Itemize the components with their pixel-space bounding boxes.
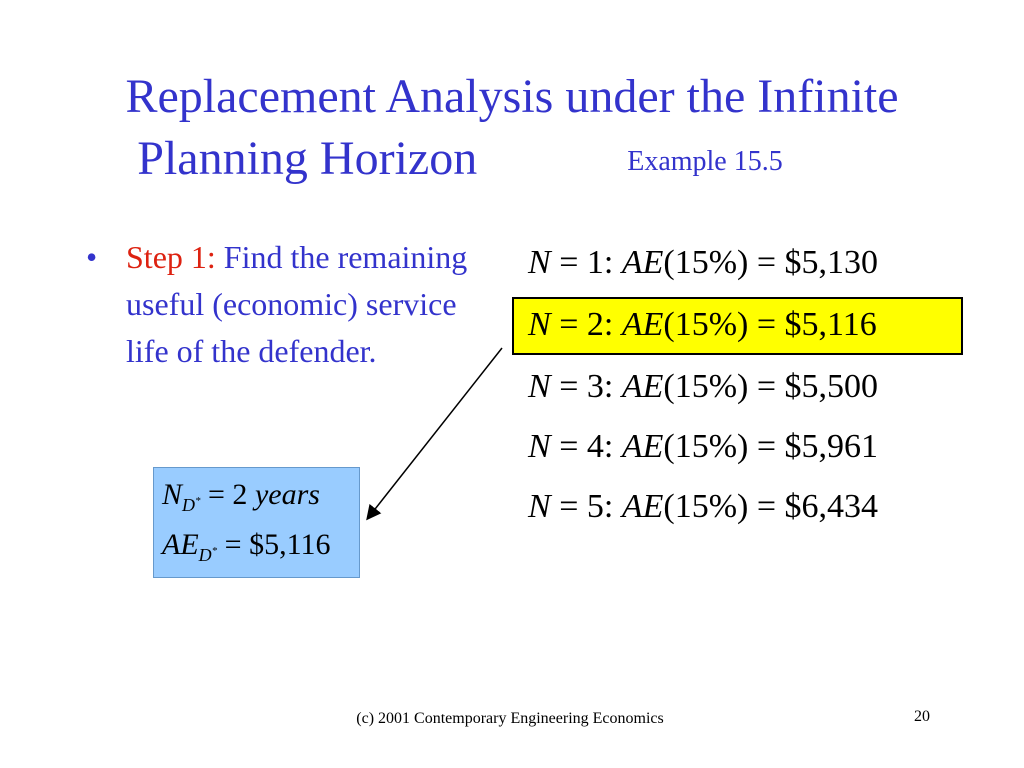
n-symbol: N — [162, 478, 183, 511]
ae-symbol: AE — [162, 528, 199, 561]
footer-text: (c) 2001 Contemporary Engineering Economics — [356, 710, 664, 727]
n-value: = 2 — [208, 478, 248, 511]
n-unit: years — [254, 478, 320, 511]
step-colon: : — [206, 239, 216, 275]
step-label: Step 1 — [126, 239, 207, 275]
ae-subscript: D* — [198, 545, 218, 565]
ae-value: = $5,116 — [224, 528, 331, 561]
title-line-1: Replacement Analysis under the Infinite — [125, 70, 899, 123]
equation-row-2: N = 2: AE(15%) = $5,116 — [528, 306, 877, 343]
title-line-2: Planning Horizon — [137, 132, 478, 185]
equation-row-1: N = 1: AE(15%) = $5,130 — [528, 244, 879, 281]
page-number: 20 — [914, 708, 930, 725]
n-subscript: D* — [182, 495, 201, 515]
equation-row-5: N = 5: AE(15%) = $6,434 — [528, 488, 879, 525]
bullet-dot-icon: • — [86, 239, 98, 275]
equation-row-3: N = 3: AE(15%) = $5,500 — [528, 368, 879, 405]
example-label: Example 15.5 — [627, 146, 783, 177]
step-description: Find the remaining useful (economic) service life of the defender. — [126, 239, 468, 369]
equation-row-4: N = 4: AE(15%) = $5,961 — [528, 428, 879, 465]
arrow-line — [368, 348, 502, 518]
